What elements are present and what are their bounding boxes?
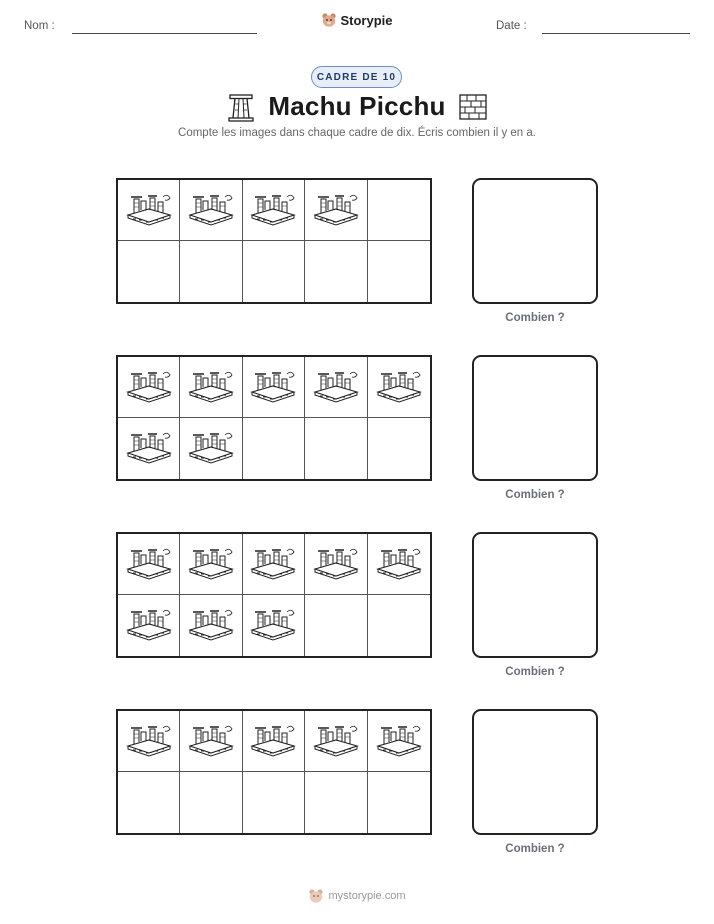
ten-frame-2: [116, 355, 432, 481]
machu-picchu-ruins-icon: [375, 720, 423, 763]
machu-picchu-ruins-icon: [125, 189, 173, 232]
machu-picchu-ruins-icon: [312, 189, 360, 232]
answer-box-4[interactable]: [472, 709, 598, 835]
machu-picchu-ruins-icon: [187, 427, 235, 470]
frame-cell: [243, 711, 305, 772]
frame-cell: [305, 595, 367, 656]
frame-cell: [180, 418, 242, 479]
brand: [0, 12, 714, 31]
frame-cell: [118, 772, 180, 833]
answer-box-1[interactable]: [472, 178, 598, 304]
frame-cell: [243, 772, 305, 833]
machu-picchu-ruins-icon: [187, 189, 235, 232]
frame-cell: [243, 241, 305, 302]
frame-cell: [118, 711, 180, 772]
frame-cell: [368, 772, 430, 833]
answer-label-3: Combien ?: [505, 666, 565, 678]
frame-cell: [118, 595, 180, 656]
instructions: Compte les images dans chaque cadre de dix. Écris combien il y en a.: [178, 127, 536, 139]
machu-picchu-ruins-icon: [375, 543, 423, 586]
ten-frame-4: [116, 709, 432, 835]
frame-cell: [305, 357, 367, 418]
frame-cell: [368, 711, 430, 772]
frame-cell: [305, 241, 367, 302]
machu-picchu-ruins-icon: [249, 720, 297, 763]
machu-picchu-ruins-icon: [125, 543, 173, 586]
machu-picchu-ruins-icon: [125, 427, 173, 470]
frame-cell: [305, 711, 367, 772]
frame-cell: [243, 595, 305, 656]
stone-doorway-icon: [226, 92, 256, 122]
stone-wall-icon: [458, 92, 488, 122]
frame-cell: [243, 180, 305, 241]
answer-box-3[interactable]: [472, 532, 598, 658]
storypie-footer-icon: [308, 888, 324, 904]
machu-picchu-ruins-icon: [249, 189, 297, 232]
brand-name: Storypie: [340, 12, 393, 28]
frame-cell: [243, 357, 305, 418]
machu-picchu-ruins-icon: [125, 720, 173, 763]
frame-cell: [118, 357, 180, 418]
machu-picchu-ruins-icon: [187, 543, 235, 586]
frame-cell: [180, 711, 242, 772]
answer-label-2: Combien ?: [505, 489, 565, 501]
machu-picchu-ruins-icon: [187, 604, 235, 647]
frame-cell: [180, 534, 242, 595]
storypie-logo-icon: [321, 12, 337, 28]
name-label: Nom :: [24, 20, 55, 32]
machu-picchu-ruins-icon: [187, 720, 235, 763]
machu-picchu-ruins-icon: [249, 543, 297, 586]
machu-picchu-ruins-icon: [249, 366, 297, 409]
frame-cell: [368, 180, 430, 241]
page-title: Machu Picchu: [268, 91, 446, 121]
frame-cell: [180, 357, 242, 418]
frame-cell: [368, 241, 430, 302]
frame-cell: [180, 241, 242, 302]
frame-cell: [305, 772, 367, 833]
worksheet-type-badge: CADRE DE 10: [311, 66, 402, 88]
frame-cell: [118, 418, 180, 479]
ten-frame-1: [116, 178, 432, 304]
frame-cell: [368, 357, 430, 418]
frame-cell: [118, 534, 180, 595]
title-row: [0, 91, 714, 122]
frame-cell: [180, 595, 242, 656]
frame-cell: [305, 534, 367, 595]
frame-cell: [180, 180, 242, 241]
machu-picchu-ruins-icon: [312, 543, 360, 586]
machu-picchu-ruins-icon: [375, 366, 423, 409]
frame-cell: [118, 241, 180, 302]
machu-picchu-ruins-icon: [187, 366, 235, 409]
answer-box-2[interactable]: [472, 355, 598, 481]
frame-cell: [305, 418, 367, 479]
name-line[interactable]: [72, 33, 257, 34]
frame-cell: [243, 418, 305, 479]
date-label: Date :: [496, 20, 527, 32]
frame-cell: [368, 595, 430, 656]
frame-cell: [368, 418, 430, 479]
ten-frame-3: [116, 532, 432, 658]
machu-picchu-ruins-icon: [312, 366, 360, 409]
machu-picchu-ruins-icon: [125, 366, 173, 409]
frame-cell: [118, 180, 180, 241]
date-line[interactable]: [542, 33, 690, 34]
frame-cell: [305, 180, 367, 241]
frame-cell: [180, 772, 242, 833]
answer-label-1: Combien ?: [505, 312, 565, 324]
frame-cell: [243, 534, 305, 595]
machu-picchu-ruins-icon: [249, 604, 297, 647]
footer-url[interactable]: mystorypie.com: [328, 890, 406, 902]
answer-label-4: Combien ?: [505, 843, 565, 855]
machu-picchu-ruins-icon: [125, 604, 173, 647]
machu-picchu-ruins-icon: [312, 720, 360, 763]
footer: [0, 888, 714, 907]
frame-cell: [368, 534, 430, 595]
